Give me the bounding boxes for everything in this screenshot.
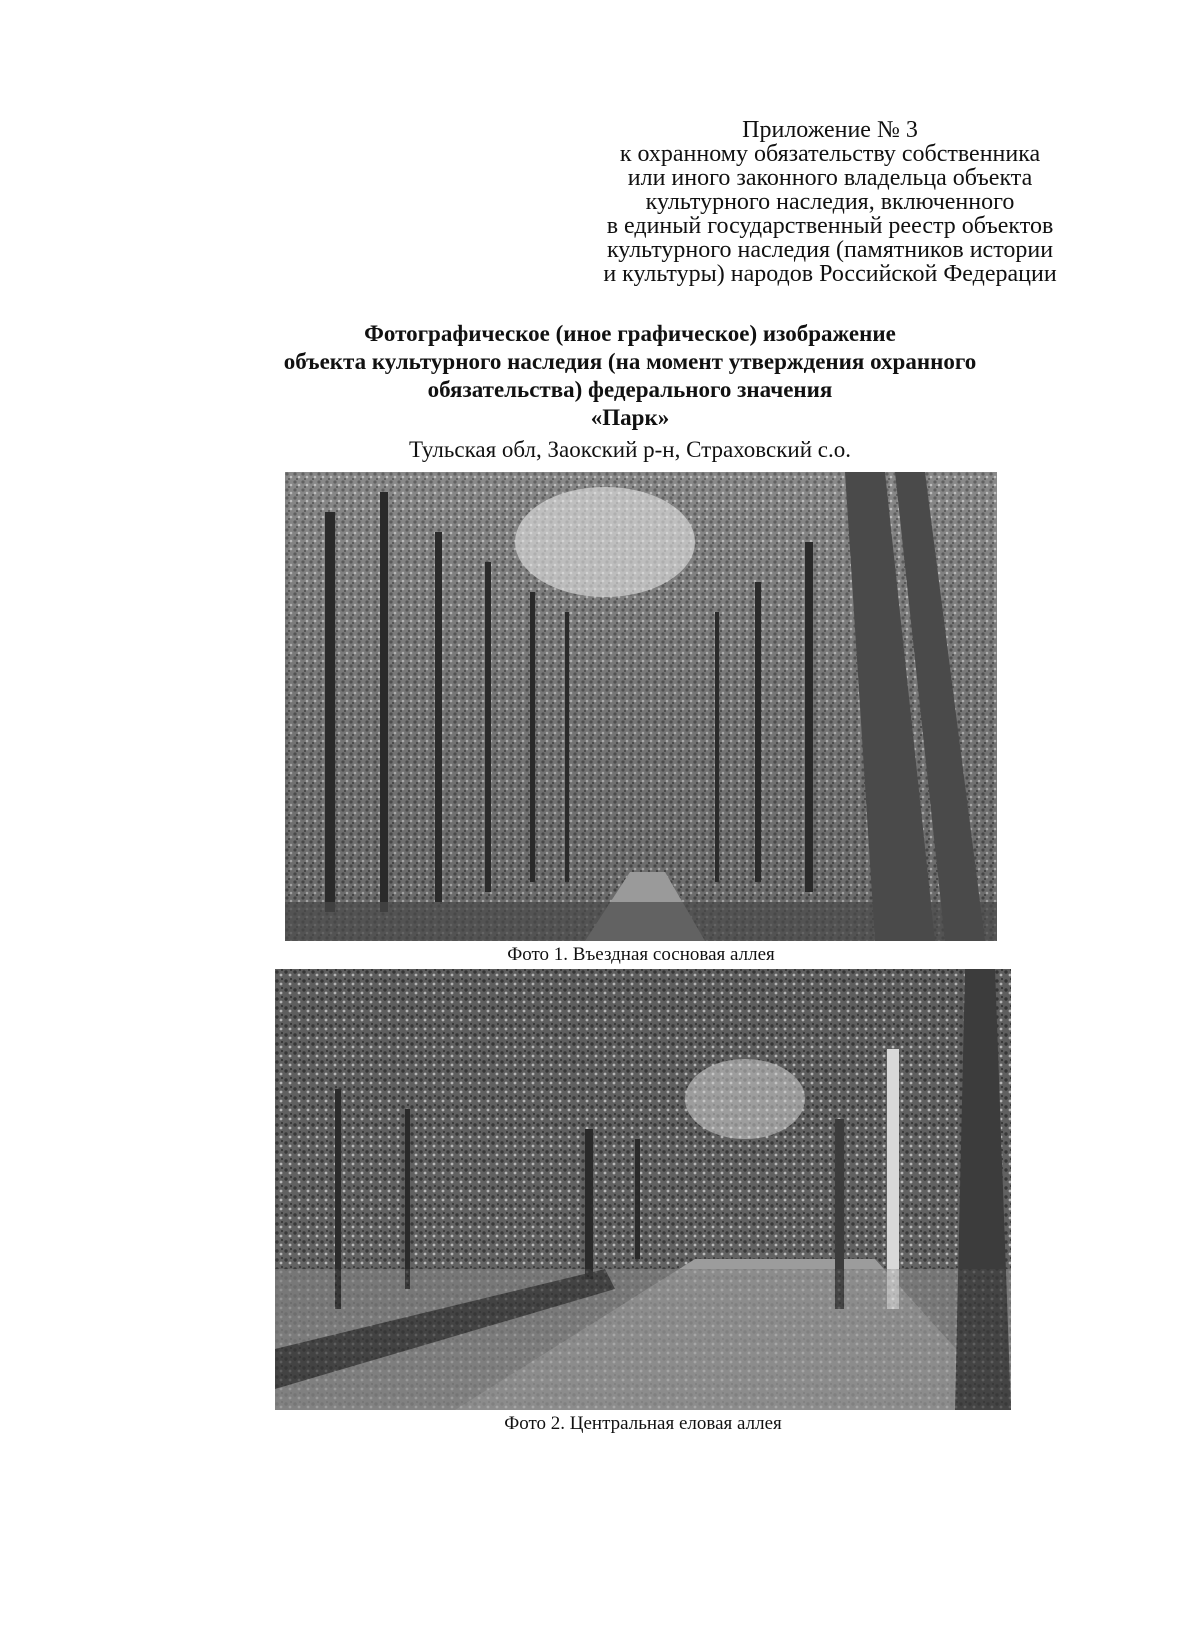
photo-2-spruce-alley bbox=[275, 969, 1011, 1410]
photo-2-caption: Фото 2. Центральная еловая аллея bbox=[504, 1413, 782, 1434]
appendix-line: и культуры) народов Российской Федерации bbox=[603, 261, 1057, 287]
title-line: Фотографическое (иное графическое) изображение bbox=[364, 321, 896, 346]
appendix-line: Приложение № 3 bbox=[742, 117, 918, 143]
forest-alley-photo-icon bbox=[285, 472, 997, 941]
spruce-alley-photo-icon bbox=[275, 969, 1011, 1410]
appendix-line: или иного законного владельца объекта bbox=[627, 165, 1033, 191]
appendix-line: в единый государственный реестр объектов bbox=[606, 213, 1054, 239]
title-line: объекта культурного наследия (на момент утверждения охранного bbox=[283, 349, 977, 374]
document-title bbox=[160, 320, 1100, 432]
location-line: Тульская обл, Заокский р-н, Страховский с.о. bbox=[409, 437, 851, 462]
photo-1-caption: Фото 1. Въездная сосновая аллея bbox=[507, 944, 775, 965]
appendix-line: к охранному обязательству собственника bbox=[619, 141, 1041, 167]
photo-1-pine-alley bbox=[285, 472, 997, 941]
appendix-line: культурного наследия (памятников истории bbox=[606, 237, 1054, 263]
title-line: обязательства) федерального значения bbox=[427, 377, 833, 402]
appendix-header bbox=[560, 118, 1100, 286]
title-line: «Парк» bbox=[590, 405, 670, 430]
appendix-line: культурного наследия, включенного bbox=[645, 189, 1015, 215]
